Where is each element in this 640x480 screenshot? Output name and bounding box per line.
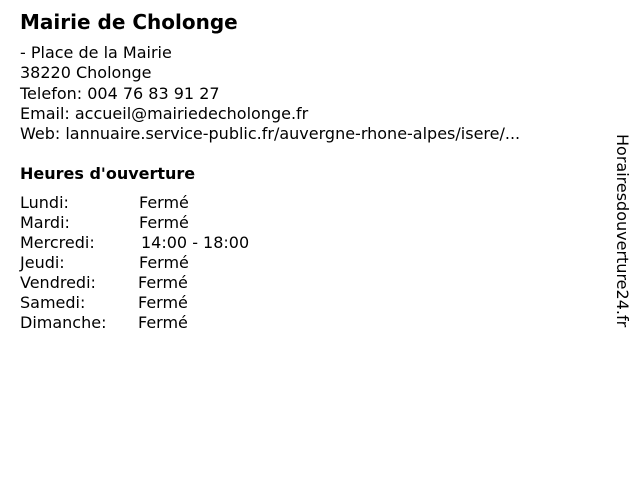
day-label: Lundi: [20, 193, 69, 212]
hours-row-monday [20, 193, 320, 213]
day-label: Dimanche: [20, 313, 107, 332]
website-link[interactable]: Web: lannuaire.service-public.fr/auvergne-rhone-alpes/isere/... [20, 124, 521, 144]
day-label: Jeudi: [20, 253, 65, 272]
page-title: Mairie de Cholonge [20, 10, 238, 34]
day-hours: Fermé [138, 273, 188, 292]
day-label: Mercredi: [20, 233, 95, 252]
day-hours: Fermé [138, 293, 188, 312]
opening-hours-heading: Heures d'ouverture [20, 164, 196, 183]
hours-row-friday [20, 273, 320, 293]
day-label: Samedi: [20, 293, 86, 312]
day-hours: Fermé [139, 193, 189, 212]
day-hours: Fermé [139, 253, 189, 272]
address-block [20, 43, 520, 144]
hours-row-wednesday [20, 233, 320, 253]
day-hours: 14:00 - 18:00 [141, 233, 250, 252]
hours-row-sunday [20, 313, 320, 333]
hours-row-saturday [20, 293, 320, 313]
hours-row-tuesday [20, 213, 320, 233]
day-hours: Fermé [138, 313, 188, 332]
phone-number: Telefon: 004 76 83 91 27 [20, 83, 220, 103]
site-brand-watermark: Horairesdouverture24.fr [613, 134, 632, 328]
hours-row-thursday [20, 253, 320, 273]
address-city: 38220 Cholonge [20, 63, 152, 83]
day-hours: Fermé [139, 213, 189, 232]
address-street: - Place de la Mairie [20, 43, 172, 62]
opening-hours-table [20, 193, 320, 333]
day-label: Vendredi: [20, 273, 96, 292]
day-label: Mardi: [20, 213, 70, 232]
email-address: Email: accueil@mairiedecholonge.fr [20, 103, 309, 123]
